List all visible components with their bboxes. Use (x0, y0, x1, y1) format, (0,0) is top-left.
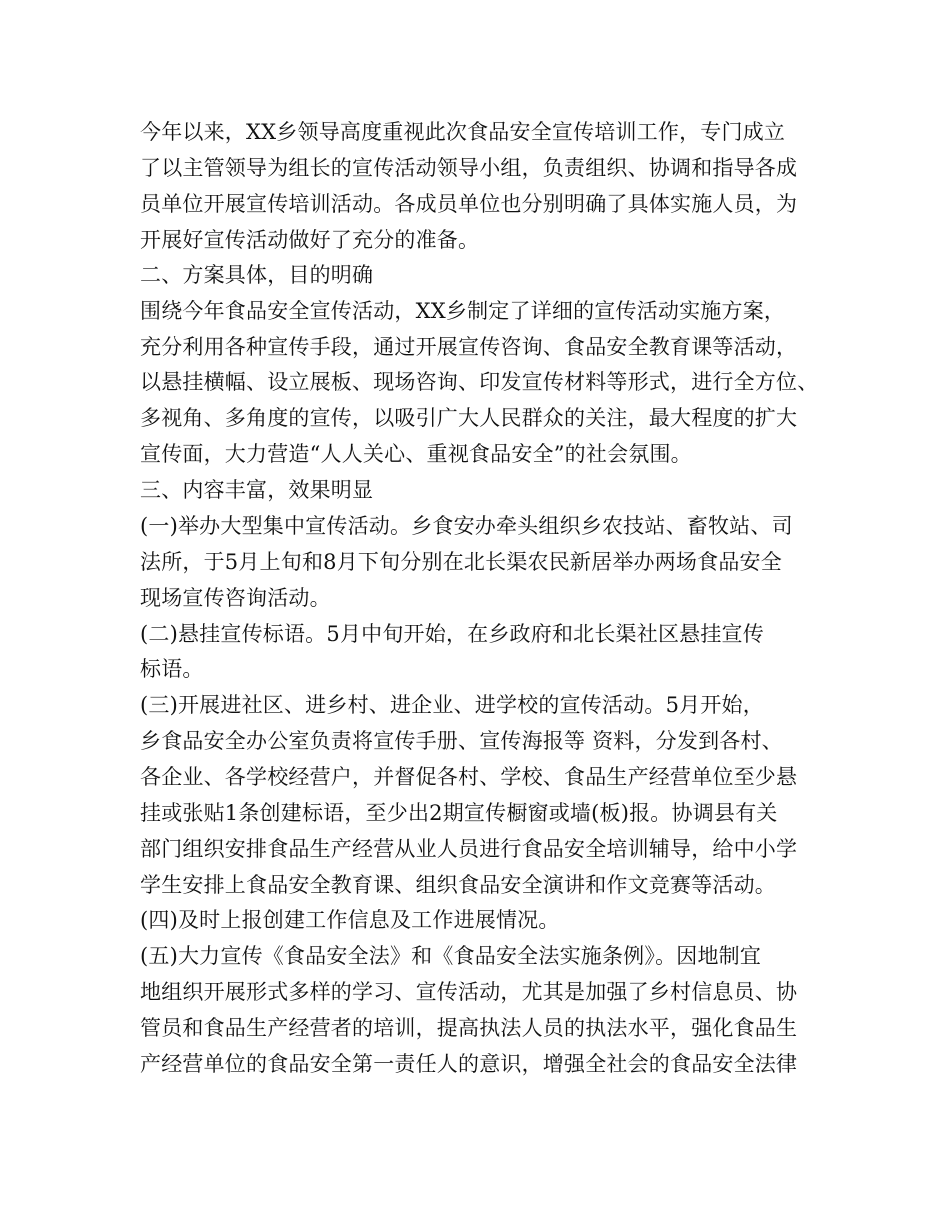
text-line: 各企业、各学校经营户，并督促各村、学校、食品生产经营单位至少悬 (140, 765, 798, 789)
section-heading: 三、内容丰富，效果明显 (140, 478, 374, 502)
text-line: 产经营单位的食品安全第一责任人的意识，增强全社会的食品安全法律 (140, 1052, 798, 1076)
text-line: 标语。 (140, 657, 204, 681)
text-line: 地组织开展形式多样的学习、宣传活动，尤其是加强了乡村信息员、协 (140, 980, 798, 1004)
text-line: (四)及时上报创建工作信息及工作进展情况。 (140, 908, 560, 932)
text-line: 今年以来，XX乡领导高度重视此次食品安全宣传培训工作，专门成立 (140, 120, 786, 144)
text-line: 挂或张贴1条创建标语，至少出2期宣传橱窗或墙(板)报。协调县有关 (140, 801, 778, 825)
text-line: 了以主管领导为组长的宣传活动领导小组，负责组织、协调和指导各成 (140, 156, 798, 180)
text-line: 充分利用各种宣传手段，通过开展宣传咨询、食品安全教育课等活动， (140, 335, 798, 359)
text-line: 部门组织安排食品生产经营从业人员进行食品安全培训辅导，给中小学 (140, 837, 798, 861)
text-line: (二)悬挂宣传标语。5月中旬开始，在乡政府和北长渠社区悬挂宣传 (140, 622, 764, 646)
section-heading: 二、方案具体，目的明确 (140, 263, 374, 287)
text-line: (一)举办大型集中宣传活动。乡食安办牵头组织乡农技站、畜牧站、司 (140, 514, 793, 538)
text-line: 开展好宣传活动做好了充分的准备。 (140, 228, 480, 252)
text-line: 多视角、多角度的宣传，以吸引广大人民群众的关注，最大程度的扩大 (140, 406, 798, 430)
text-line: 法所，于5月上旬和8月下旬分别在北长渠农民新居举办两场食品安全 (140, 550, 782, 574)
text-line: (三)开展进社区、进乡村、进企业、进学校的宣传活动。5月开始， (140, 693, 764, 717)
text-line: 围绕今年食品安全宣传活动，XX乡制定了详细的宣传活动实施方案， (140, 299, 786, 323)
text-line: 管员和食品生产经营者的培训，提高执法人员的执法水平，强化食品生 (140, 1016, 798, 1040)
text-line: 宣传面，大力营造“人人关心、重视食品安全”的社会氛围。 (140, 442, 692, 466)
text-line: 现场宣传咨询活动。 (140, 586, 331, 610)
text-line: 员单位开展宣传培训活动。各成员单位也分别明确了具体实施人员，为 (140, 192, 798, 216)
text-line: 学生安排上食品安全教育课、组织食品安全演讲和作文竞赛等活动。 (140, 873, 776, 897)
text-line: 以悬挂横幅、设立展板、现场咨询、印发宣传材料等形式，进行全方位、 (140, 370, 819, 394)
text-line: 乡食品安全办公室负责将宣传手册、宣传海报等 资料，分发到各村、 (140, 729, 783, 753)
text-line: (五)大力宣传《食品安全法》和《食品安全法实施条例》。因地制宜 (140, 944, 762, 968)
